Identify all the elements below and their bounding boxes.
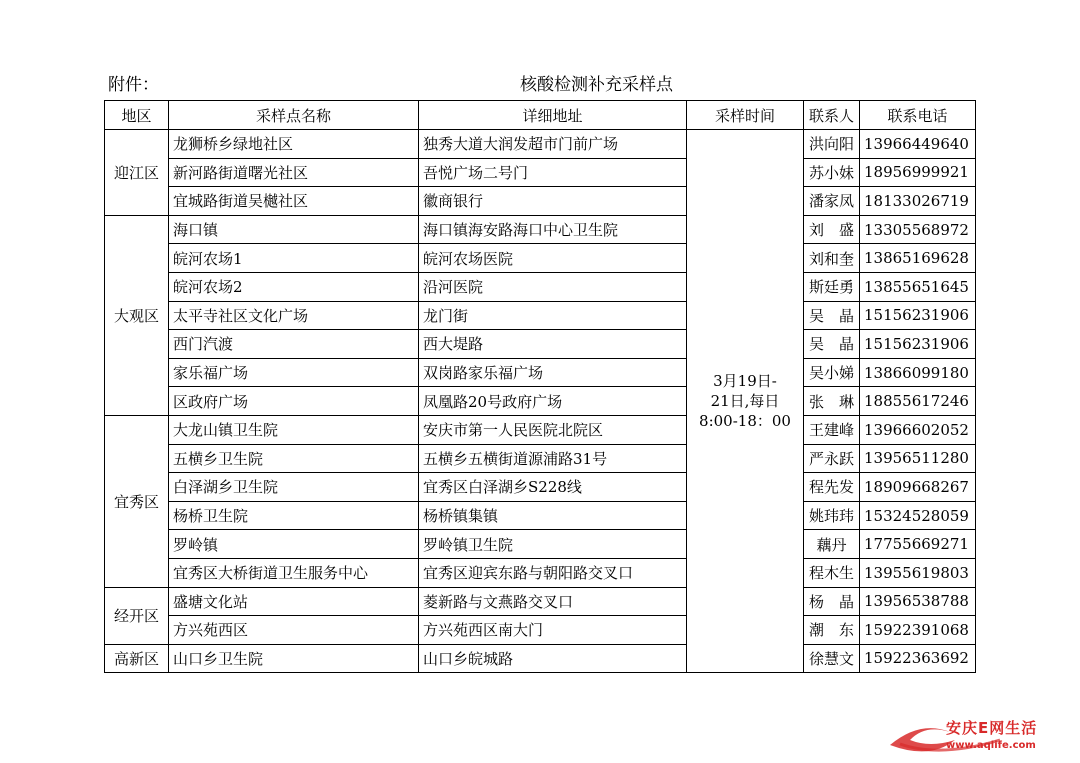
table-body <box>105 130 976 673</box>
phone-cell: 17755669271 <box>860 530 976 559</box>
contact-cell: 洪向阳 <box>804 130 860 159</box>
site-name-cell: 西门汽渡 <box>169 330 419 359</box>
contact-cell: 吴 晶 <box>804 330 860 359</box>
region-cell: 经开区 <box>105 587 169 644</box>
address-cell: 双岗路家乐福广场 <box>419 358 687 387</box>
phone-cell: 18909668267 <box>860 473 976 502</box>
contact-cell: 刘 盛 <box>804 215 860 244</box>
phone-cell: 15156231906 <box>860 301 976 330</box>
table-row <box>105 587 976 616</box>
table-row <box>105 415 976 444</box>
contact-cell: 潘家凤 <box>804 187 860 216</box>
sampling-time-line: 8:00-18：00 <box>699 412 791 431</box>
site-name-cell: 龙狮桥乡绿地社区 <box>169 130 419 159</box>
table-row <box>105 272 976 301</box>
address-cell: 安庆市第一人民医院北院区 <box>419 415 687 444</box>
address-cell: 沿河医院 <box>419 272 687 301</box>
watermark-url: www.aqlife.com <box>946 740 1036 751</box>
contact-cell: 杨 晶 <box>804 587 860 616</box>
col-header-time: 采样时间 <box>687 101 804 130</box>
contact-cell: 程木生 <box>804 558 860 587</box>
site-name-cell: 方兴苑西区 <box>169 616 419 645</box>
address-cell: 皖河农场医院 <box>419 244 687 273</box>
col-header-site: 采样点名称 <box>169 101 419 130</box>
table-header-row <box>105 101 976 130</box>
address-cell: 西大堤路 <box>419 330 687 359</box>
table-row <box>105 530 976 559</box>
contact-cell: 严永跃 <box>804 444 860 473</box>
phone-cell: 13855651645 <box>860 272 976 301</box>
col-header-region: 地区 <box>105 101 169 130</box>
address-cell: 杨桥镇集镇 <box>419 501 687 530</box>
table-row <box>105 473 976 502</box>
contact-cell: 吴 晶 <box>804 301 860 330</box>
region-cell: 高新区 <box>105 644 169 673</box>
site-name-cell: 白泽湖乡卫生院 <box>169 473 419 502</box>
address-cell: 宜秀区白泽湖乡S228线 <box>419 473 687 502</box>
sampling-points-table <box>104 100 976 673</box>
contact-cell: 刘和奎 <box>804 244 860 273</box>
table-row <box>105 644 976 673</box>
attachment-label: 附件： <box>108 75 159 95</box>
phone-cell: 13305568972 <box>860 215 976 244</box>
sampling-time-line: 3月19日- <box>713 372 777 391</box>
site-name-cell: 海口镇 <box>169 215 419 244</box>
table-row <box>105 387 976 416</box>
contact-cell: 苏小妹 <box>804 158 860 187</box>
site-name-cell: 太平寺社区文化广场 <box>169 301 419 330</box>
address-cell: 海口镇海安路海口中心卫生院 <box>419 215 687 244</box>
contact-cell: 姚玮玮 <box>804 501 860 530</box>
phone-cell: 13955619803 <box>860 558 976 587</box>
table-row <box>105 358 976 387</box>
phone-cell: 13966602052 <box>860 415 976 444</box>
table-row <box>105 444 976 473</box>
sampling-time-line: 21日,每日 <box>710 392 780 411</box>
region-cell: 宜秀区 <box>105 415 169 587</box>
contact-cell: 徐慧文 <box>804 644 860 673</box>
table-row <box>105 187 976 216</box>
address-cell: 独秀大道大润发超市门前广场 <box>419 130 687 159</box>
phone-cell: 13966449640 <box>860 130 976 159</box>
phone-cell: 15922363692 <box>860 644 976 673</box>
site-name-cell: 五横乡卫生院 <box>169 444 419 473</box>
phone-cell: 15156231906 <box>860 330 976 359</box>
table-row <box>105 158 976 187</box>
address-cell: 吾悦广场二号门 <box>419 158 687 187</box>
phone-cell: 13866099180 <box>860 358 976 387</box>
phone-cell: 13865169628 <box>860 244 976 273</box>
address-cell: 龙门街 <box>419 301 687 330</box>
contact-cell: 潮 东 <box>804 616 860 645</box>
phone-cell: 18956999921 <box>860 158 976 187</box>
site-name-cell: 区政府广场 <box>169 387 419 416</box>
contact-cell: 张 琳 <box>804 387 860 416</box>
col-header-phone: 联系电话 <box>860 101 976 130</box>
table-row <box>105 301 976 330</box>
address-cell: 菱新路与文燕路交叉口 <box>419 587 687 616</box>
phone-cell: 13956538788 <box>860 587 976 616</box>
address-cell: 五横乡五横街道源浦路31号 <box>419 444 687 473</box>
contact-cell: 程先发 <box>804 473 860 502</box>
site-name-cell: 杨桥卫生院 <box>169 501 419 530</box>
site-name-cell: 罗岭镇 <box>169 530 419 559</box>
col-header-address: 详细地址 <box>419 101 687 130</box>
address-cell: 凤凰路20号政府广场 <box>419 387 687 416</box>
table-row <box>105 215 976 244</box>
table-row <box>105 130 976 159</box>
site-name-cell: 山口乡卫生院 <box>169 644 419 673</box>
table-row <box>105 330 976 359</box>
site-name-cell: 宜秀区大桥街道卫生服务中心 <box>169 558 419 587</box>
phone-cell: 15324528059 <box>860 501 976 530</box>
sampling-time-cell <box>687 130 804 673</box>
contact-cell: 王建峰 <box>804 415 860 444</box>
phone-cell: 18855617246 <box>860 387 976 416</box>
region-cell: 大观区 <box>105 215 169 415</box>
address-cell: 宜秀区迎宾东路与朝阳路交叉口 <box>419 558 687 587</box>
site-name-cell: 皖河农场1 <box>169 244 419 273</box>
site-name-cell: 家乐福广场 <box>169 358 419 387</box>
table-row <box>105 616 976 645</box>
contact-cell: 斯廷勇 <box>804 272 860 301</box>
address-cell: 徽商银行 <box>419 187 687 216</box>
site-name-cell: 大龙山镇卫生院 <box>169 415 419 444</box>
site-name-cell: 新河路街道曙光社区 <box>169 158 419 187</box>
site-name-cell: 盛塘文化站 <box>169 587 419 616</box>
site-name-cell: 宜城路街道吴樾社区 <box>169 187 419 216</box>
table-row <box>105 501 976 530</box>
document-title: 核酸检测补充采样点 <box>520 75 673 95</box>
table-row <box>105 558 976 587</box>
contact-cell: 吴小娣 <box>804 358 860 387</box>
watermark-text: 安庆E网生活 <box>946 719 1038 737</box>
address-cell: 方兴苑西区南大门 <box>419 616 687 645</box>
phone-cell: 15922391068 <box>860 616 976 645</box>
contact-cell: 藕丹 <box>804 530 860 559</box>
phone-cell: 18133026719 <box>860 187 976 216</box>
address-cell: 罗岭镇卫生院 <box>419 530 687 559</box>
site-name-cell: 皖河农场2 <box>169 272 419 301</box>
col-header-contact: 联系人 <box>804 101 860 130</box>
address-cell: 山口乡皖城路 <box>419 644 687 673</box>
phone-cell: 13956511280 <box>860 444 976 473</box>
region-cell: 迎江区 <box>105 130 169 216</box>
table-row <box>105 244 976 273</box>
